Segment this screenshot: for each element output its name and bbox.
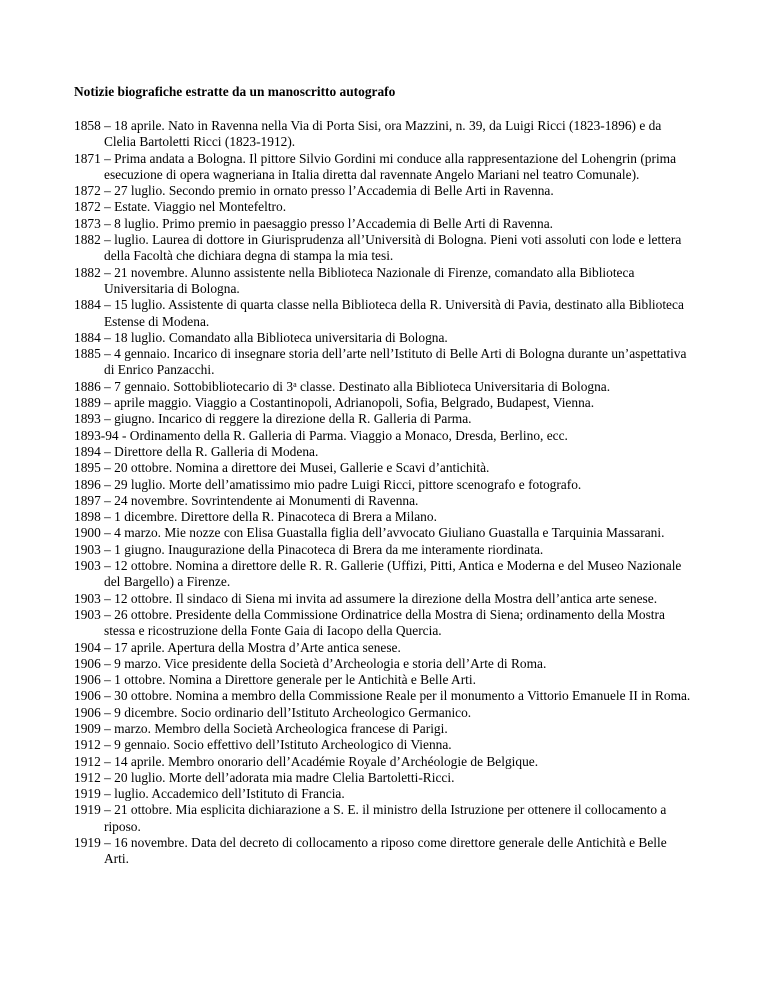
chronology-entry: 1894 – Direttore della R. Galleria di Modena.: [74, 443, 319, 459]
chronology-entry: 1895 – 20 ottobre. Nomina a direttore dei Musei, Gallerie e Scavi d’antichità.: [74, 460, 490, 476]
chronology-entry: 1900 – 4 marzo. Mie nozze con Elisa Guastalla figlia dell’avvocato Giuliano Guastalla e Tarquinia Massarani.: [74, 525, 665, 541]
chronology-entry: 1873 – 8 luglio. Primo premio in paesaggio presso l’Accademia di Belle Arti di Ravenna.: [74, 215, 553, 231]
chronology-entry: 1903 – 12 ottobre. Nomina a direttore delle R. R. Gallerie (Uffizi, Pitti, Antica e Moderna e del Museo Nazionale del Bargello) a Firenze.: [74, 558, 682, 590]
chronology-entry: 1893 – giugno. Incarico di reggere la direzione della R. Galleria di Parma.: [74, 411, 472, 427]
chronology-entry: 1885 – 4 gennaio. Incarico di insegnare storia dell’arte nell’Istituto di Belle Arti di Bologna durante un’aspettativa di Enrico Panzacchi.: [74, 346, 687, 378]
chronology-entry: 1903 – 26 ottobre. Presidente della Commissione Ordinatrice della Mostra di Siena; ordinamento della Mostra stessa e ricostruzione della Fonte Gaia di Iacopo della Quercia.: [74, 606, 665, 639]
chronology-entry: 1871 – Prima andata a Bologna. Il pittore Silvio Gordini mi conduce alla rappresentazione del Lohengrin (prima esecuzione di opera wagneriana in Italia diretta dal ravennate Angelo Mariani nel teatro Comunale).: [74, 150, 677, 182]
chronology-entry: 1906 – 9 dicembre. Socio ordinario dell’Istituto Archeologico Germanico.: [74, 704, 472, 720]
chronology-entry: 1898 – 1 dicembre. Direttore della R. Pinacoteca di Brera a Milano.: [74, 509, 437, 525]
chronology-entry: 1906 – 9 marzo. Vice presidente della Società d’Archeologia e storia dell’Arte di Roma.: [74, 655, 547, 671]
chronology-entry: 1906 – 1 ottobre. Nomina a Direttore generale per le Antichità e Belle Arti.: [74, 672, 476, 688]
chronology-entry: 1919 – luglio. Accademico dell’Istituto di Francia.: [74, 786, 345, 802]
chronology-entry: 1882 – 21 novembre. Alunno assistente nella Biblioteca Nazionale di Firenze, comandato alla Biblioteca Universitaria di Bologna.: [74, 264, 635, 296]
chronology-entry: 1872 – 27 luglio. Secondo premio in ornato presso l’Accademia di Belle Arti in Ravenna.: [74, 183, 554, 199]
chronology-entry: 1872 – Estate. Viaggio nel Montefeltro.: [74, 199, 287, 215]
chronology-entry: 1889 – aprile maggio. Viaggio a Costantinopoli, Adrianopoli, Sofia, Belgrado, Budapest, Vienna.: [74, 395, 595, 411]
chronology-entry: 1884 – 15 luglio. Assistente di quarta classe nella Biblioteca della R. Università di Pavia, destinato alla Biblioteca Estense di Modena.: [74, 297, 684, 329]
chronology-entry: 1886 – 7 gennaio. Sottobibliotecario di 3$^a$ classe. Destinato alla Biblioteca Universitaria di Bologna.: [74, 378, 611, 394]
chronology-entry: 1882 – luglio. Laurea di dottore in Giurisprudenza all’Università di Bologna. Pieni voti assoluti con lode e lettera della Facoltà che dichiara degna di stampa la mia tesi.: [74, 232, 682, 264]
chronology-entry: 1903 – 1 giugno. Inaugurazione della Pinacoteca di Brera da me interamente riordinata.: [74, 541, 544, 557]
chronology-entry: 1896 – 29 luglio. Morte dell’amatissimo mio padre Luigi Ricci, pittore scenografo e fotografo.: [74, 476, 582, 492]
chronology-entry: 1897 – 24 novembre. Sovrintendente ai Monumenti di Ravenna.: [74, 492, 419, 508]
chronology-entry: 1893-94 - Ordinamento della R. Galleria di Parma. Viaggio a Monaco, Dresda, Berlino, ecc.: [74, 427, 568, 443]
chronology-entry: 1912 – 14 aprile. Membro onorario dell’Académie Royale d’Archéologie de Belgique.: [74, 753, 539, 769]
chronology-entry: 1904 – 17 aprile. Apertura della Mostra d’Arte antica senese.: [74, 639, 401, 655]
document-page: [74, 84, 694, 868]
chronology-entry: 1912 – 9 gennaio. Socio effettivo dell’Istituto Archeologico di Vienna.: [74, 737, 452, 753]
chronology-entry: 1906 – 30 ottobre. Nomina a membro della Commissione Reale per il monumento a Vittorio Emanuele II in Roma.: [74, 688, 691, 704]
chronology-entry: 1919 – 21 ottobre. Mia esplicita dichiarazione a S. E. il ministro della Istruzione per ottenere il collocamento a riposo.: [74, 802, 667, 834]
chronology-list: [74, 118, 694, 868]
chronology-entry: 1912 – 20 luglio. Morte dell’adorata mia madre Clelia Bartoletti-Ricci.: [74, 769, 455, 785]
chronology-entry: 1909 – marzo. Membro della Società Archeologica francese di Parigi.: [74, 720, 448, 736]
document-title: Notizie biografiche estratte da un manoscritto autografo: [74, 84, 396, 99]
chronology-entry: 1858 – 18 aprile. Nato in Ravenna nella Via di Porta Sisi, ora Mazzini, n. 39, da Luigi Ricci (1823-1896) e da Clelia Bartoletti Ricci (1823-1912).: [74, 118, 662, 150]
chronology-entry: 1919 – 16 novembre. Data del decreto di collocamento a riposo come direttore generale delle Antichità e Belle Arti.: [74, 835, 667, 867]
chronology-entry: 1903 – 12 ottobre. Il sindaco di Siena mi invita ad assumere la direzione della Mostra dell’antica arte senese.: [74, 590, 658, 606]
chronology-entry: 1884 – 18 luglio. Comandato alla Biblioteca universitaria di Bologna.: [74, 329, 448, 345]
